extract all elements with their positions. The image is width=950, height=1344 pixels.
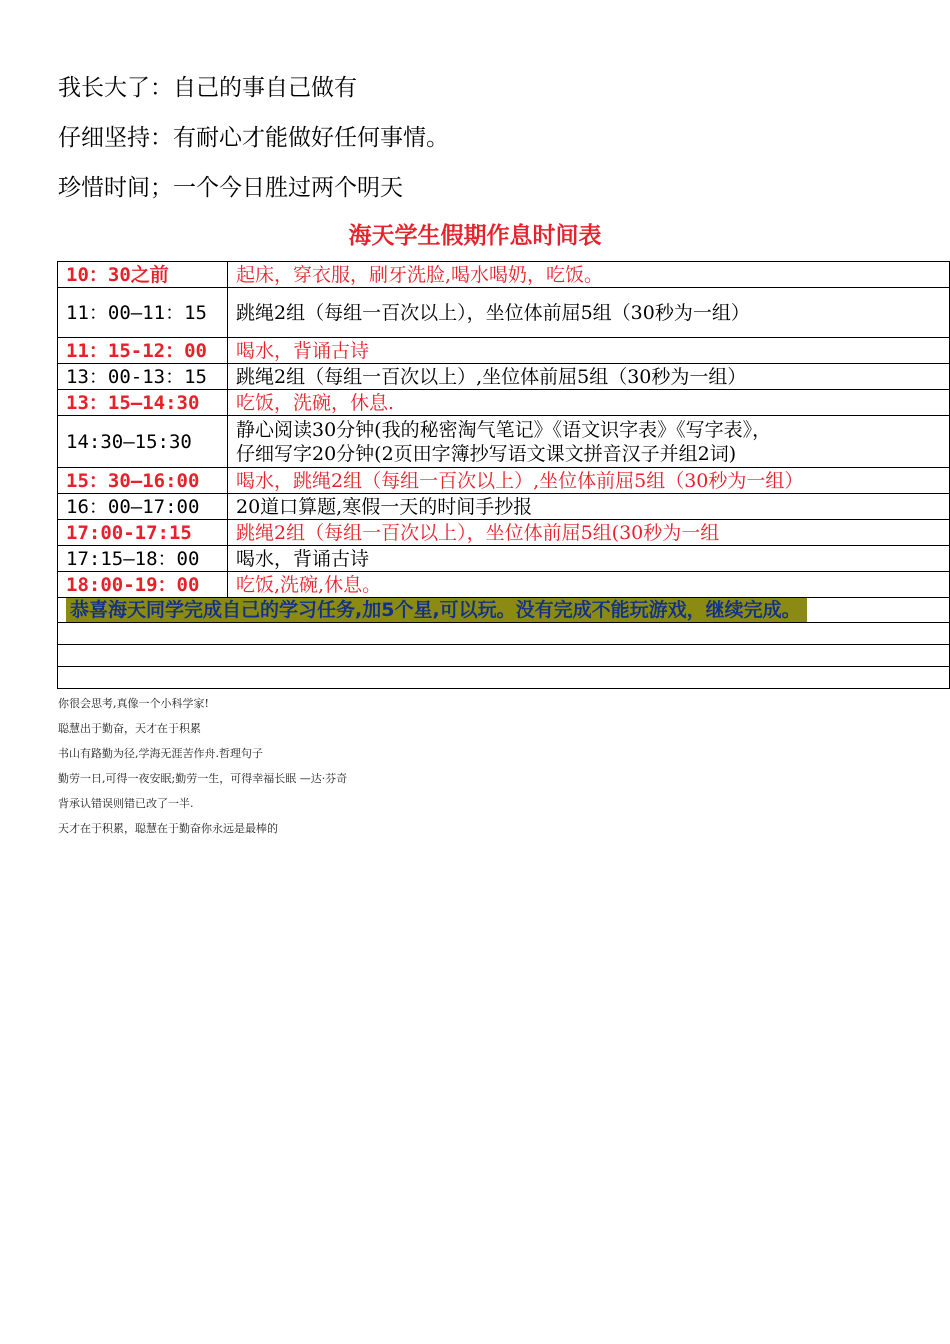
- empty-cell: [58, 623, 950, 645]
- schedule-row: [58, 364, 950, 390]
- congrats-banner: 恭喜海天同学完成自己的学习任务,加5个星,可以玩。没有完成不能玩游戏，继续完成。: [66, 598, 807, 622]
- time-cell: 15：30—16:00: [58, 468, 228, 494]
- activity-cell: 喝水，背诵古诗: [228, 338, 950, 364]
- activity-cell: [228, 416, 950, 468]
- empty-cell: [58, 667, 950, 689]
- time-cell: 13：00-13：15: [58, 364, 228, 390]
- quote-line: 勤劳一日,可得一夜安眠;勤劳一生，可得幸福长眠 —达·芬奇: [58, 772, 348, 785]
- empty-row: [58, 667, 950, 689]
- quote-line: 书山有路勤为径,学海无涯苦作舟.哲理句子: [58, 747, 263, 760]
- quote-line: 天才在于积累，聪慧在于勤奋你永远是最棒的: [58, 822, 278, 835]
- schedule-title: 海天学生假期作息时间表: [348, 223, 602, 249]
- quote-line: 聪慧出于勤奋，天才在于积累: [58, 722, 201, 735]
- schedule-row: [58, 390, 950, 416]
- schedule-row: [58, 416, 950, 468]
- empty-cell: [58, 645, 950, 667]
- time-cell: 11：15-12：00: [58, 338, 228, 364]
- quote-line: 背承认错误则错已改了一半.: [58, 797, 194, 810]
- activity-cell: 跳绳2组（每组一百次以上），坐位体前屈5组（30秒为一组）: [228, 288, 950, 338]
- activity-cell: 20道口算题,寒假一天的时间手抄报: [228, 494, 950, 520]
- schedule-row: [58, 262, 950, 288]
- schedule-row: [58, 572, 950, 598]
- schedule-row: [58, 520, 950, 546]
- schedule-row: [58, 338, 950, 364]
- activity-cell: 吃饭,洗碗,休息。: [228, 572, 950, 598]
- schedule-row: [58, 546, 950, 572]
- schedule-row: [58, 288, 950, 338]
- time-cell: 17:15—18：00: [58, 546, 228, 572]
- time-cell: 11：00—11：15: [58, 288, 228, 338]
- activity-cell: 起床，穿衣服，刷牙洗脸,喝水喝奶，吃饭。: [228, 262, 950, 288]
- activity-line-1: 静心阅读30分钟(我的秘密淘气笔记》《语文识字表》《写字表》，: [236, 418, 772, 441]
- activity-line-2: 仔细写字20分钟(2页田字簿抄写语文课文拼音汉子并组2词): [236, 442, 737, 465]
- time-cell: 10：30之前: [58, 262, 228, 288]
- banner-cell: [58, 598, 950, 623]
- activity-cell: 跳绳2组（每组一百次以上），坐位体前屈5组(30秒为一组: [228, 520, 950, 546]
- banner-row: [58, 598, 950, 623]
- time-cell: 18:00-19：00: [58, 572, 228, 598]
- empty-row: [58, 645, 950, 667]
- schedule-row: [58, 468, 950, 494]
- time-cell: 13：15—14:30: [58, 390, 228, 416]
- schedule-table: [57, 261, 950, 689]
- time-cell: 16：00—17:00: [58, 494, 228, 520]
- quote-line: 你很会思考,真像一个小科学家!: [58, 697, 209, 710]
- activity-cell: 喝水，跳绳2组（每组一百次以上）,坐位体前屈5组（30秒为一组）: [228, 468, 950, 494]
- schedule-row: [58, 494, 950, 520]
- activity-cell: 喝水，背诵古诗: [228, 546, 950, 572]
- time-cell: 14:30—15:30: [58, 416, 228, 468]
- intro-line-2: 仔细坚持：有耐心才能做好任何事情。: [58, 125, 449, 151]
- time-cell: 17:00-17:15: [58, 520, 228, 546]
- empty-row: [58, 623, 950, 645]
- intro-line-3: 珍惜时间；一个今日胜过两个明天: [58, 175, 403, 201]
- activity-cell: 吃饭，洗碗，休息.: [228, 390, 950, 416]
- activity-cell: 跳绳2组（每组一百次以上）,坐位体前屈5组（30秒为一组）: [228, 364, 950, 390]
- intro-line-1: 我长大了：自己的事自己做有: [58, 75, 357, 101]
